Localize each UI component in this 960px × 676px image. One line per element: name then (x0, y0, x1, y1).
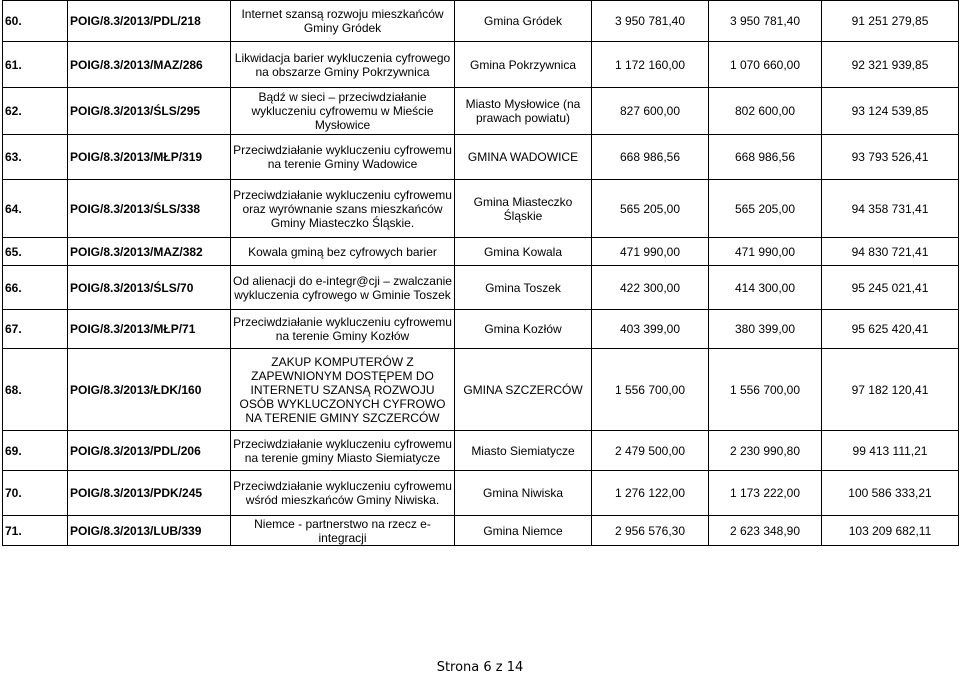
eligible-value: 565 205,00 (709, 180, 822, 238)
cumulative-value: 91 251 279,85 (822, 1, 959, 42)
table-row (3, 180, 959, 238)
projects-table (2, 0, 959, 546)
row-number: 71. (3, 516, 68, 546)
total-value: 2 479 500,00 (592, 431, 709, 471)
row-number: 60. (3, 1, 68, 42)
project-number: POIG/8.3/2013/PDK/245 (68, 471, 231, 516)
row-number: 69. (3, 431, 68, 471)
row-number: 70. (3, 471, 68, 516)
project-number: POIG/8.3/2013/MŁP/319 (68, 135, 231, 180)
cumulative-value: 92 321 939,85 (822, 42, 959, 88)
project-number: POIG/8.3/2013/ŁDK/160 (68, 349, 231, 431)
project-title: Przeciwdziałanie wykluczeniu cyfrowemu na terenie Gminy Wadowice (231, 135, 455, 180)
total-value: 1 276 122,00 (592, 471, 709, 516)
cumulative-value: 99 413 111,21 (822, 431, 959, 471)
project-number: POIG/8.3/2013/MAZ/382 (68, 238, 231, 266)
beneficiary: Gmina Kozłów (455, 310, 592, 349)
row-number: 67. (3, 310, 68, 349)
project-number: POIG/8.3/2013/PDL/206 (68, 431, 231, 471)
project-number: POIG/8.3/2013/MŁP/71 (68, 310, 231, 349)
table-row (3, 516, 959, 546)
table-row (3, 471, 959, 516)
total-value: 471 990,00 (592, 238, 709, 266)
beneficiary: GMINA WADOWICE (455, 135, 592, 180)
eligible-value: 2 623 348,90 (709, 516, 822, 546)
beneficiary: Miasto Mysłowice (na prawach powiatu) (455, 88, 592, 135)
project-title: Niemce - partnerstwo na rzecz e-integracji (231, 516, 455, 546)
table-row (3, 310, 959, 349)
project-title: ZAKUP KOMPUTERÓW Z ZAPEWNIONYM DOSTĘPEM DO INTERNETU SZANSĄ ROZWOJU OSÓB WYKLUCZONYCH CYFROWO NA TERENIE GMINY SZCZERCÓW (231, 349, 455, 431)
project-title: Kowala gminą bez cyfrowych barier (231, 238, 455, 266)
total-value: 3 950 781,40 (592, 1, 709, 42)
beneficiary: Gmina Pokrzywnica (455, 42, 592, 88)
cumulative-value: 94 358 731,41 (822, 180, 959, 238)
beneficiary: Gmina Toszek (455, 266, 592, 310)
beneficiary: GMINA SZCZERCÓW (455, 349, 592, 431)
table-row (3, 431, 959, 471)
project-number: POIG/8.3/2013/ŚLS/338 (68, 180, 231, 238)
project-title: Likwidacja barier wykluczenia cyfrowego na obszarze Gminy Pokrzywnica (231, 42, 455, 88)
total-value: 827 600,00 (592, 88, 709, 135)
project-title: Od alienacji do e-integr@cji – zwalczanie wykluczenia cyfrowego w Gminie Toszek (231, 266, 455, 310)
eligible-value: 1 556 700,00 (709, 349, 822, 431)
project-title: Przeciwdziałanie wykluczeniu cyfrowemu na terenie Gminy Kozłów (231, 310, 455, 349)
beneficiary: Gmina Kowala (455, 238, 592, 266)
total-value: 565 205,00 (592, 180, 709, 238)
cumulative-value: 103 209 682,11 (822, 516, 959, 546)
eligible-value: 1 173 222,00 (709, 471, 822, 516)
cumulative-value: 100 586 333,21 (822, 471, 959, 516)
project-number: POIG/8.3/2013/PDL/218 (68, 1, 231, 42)
table-row (3, 88, 959, 135)
table-row (3, 42, 959, 88)
beneficiary: Gmina Gródek (455, 1, 592, 42)
row-number: 64. (3, 180, 68, 238)
project-number: POIG/8.3/2013/MAZ/286 (68, 42, 231, 88)
project-title: Bądź w sieci – przeciwdziałanie wykluczeniu cyfrowemu w Mieście Mysłowice (231, 88, 455, 135)
table-row (3, 1, 959, 42)
cumulative-value: 95 245 021,41 (822, 266, 959, 310)
total-value: 668 986,56 (592, 135, 709, 180)
total-value: 2 956 576,30 (592, 516, 709, 546)
eligible-value: 668 986,56 (709, 135, 822, 180)
beneficiary: Gmina Niwiska (455, 471, 592, 516)
row-number: 65. (3, 238, 68, 266)
cumulative-value: 94 830 721,41 (822, 238, 959, 266)
row-number: 63. (3, 135, 68, 180)
project-title: Przeciwdziałanie wykluczeniu cyfrowemu wśród mieszkańców Gminy Niwiska. (231, 471, 455, 516)
eligible-value: 471 990,00 (709, 238, 822, 266)
eligible-value: 380 399,00 (709, 310, 822, 349)
project-title: Przeciwdziałanie wykluczeniu cyfrowemu oraz wyrównanie szans mieszkańców Gminy Miasteczko Śląskie. (231, 180, 455, 238)
eligible-value: 1 070 660,00 (709, 42, 822, 88)
row-number: 61. (3, 42, 68, 88)
project-title: Przeciwdziałanie wykluczeniu cyfrowemu na terenie gminy Miasto Siemiatycze (231, 431, 455, 471)
cumulative-value: 93 124 539,85 (822, 88, 959, 135)
cumulative-value: 97 182 120,41 (822, 349, 959, 431)
total-value: 1 172 160,00 (592, 42, 709, 88)
page-number: Strona 6 z 14 (436, 660, 524, 675)
table-row (3, 349, 959, 431)
cumulative-value: 93 793 526,41 (822, 135, 959, 180)
table-row (3, 266, 959, 310)
beneficiary: Gmina Miasteczko Śląskie (455, 180, 592, 238)
project-title: Internet szansą rozwoju mieszkańców Gminy Gródek (231, 1, 455, 42)
beneficiary: Miasto Siemiatycze (455, 431, 592, 471)
table-row (3, 135, 959, 180)
total-value: 1 556 700,00 (592, 349, 709, 431)
total-value: 403 399,00 (592, 310, 709, 349)
cumulative-value: 95 625 420,41 (822, 310, 959, 349)
row-number: 62. (3, 88, 68, 135)
project-number: POIG/8.3/2013/ŚLS/70 (68, 266, 231, 310)
beneficiary: Gmina Niemce (455, 516, 592, 546)
table-row (3, 238, 959, 266)
project-number: POIG/8.3/2013/LUB/339 (68, 516, 231, 546)
eligible-value: 802 600,00 (709, 88, 822, 135)
row-number: 68. (3, 349, 68, 431)
eligible-value: 3 950 781,40 (709, 1, 822, 42)
row-number: 66. (3, 266, 68, 310)
total-value: 422 300,00 (592, 266, 709, 310)
project-number: POIG/8.3/2013/ŚLS/295 (68, 88, 231, 135)
eligible-value: 414 300,00 (709, 266, 822, 310)
eligible-value: 2 230 990,80 (709, 431, 822, 471)
